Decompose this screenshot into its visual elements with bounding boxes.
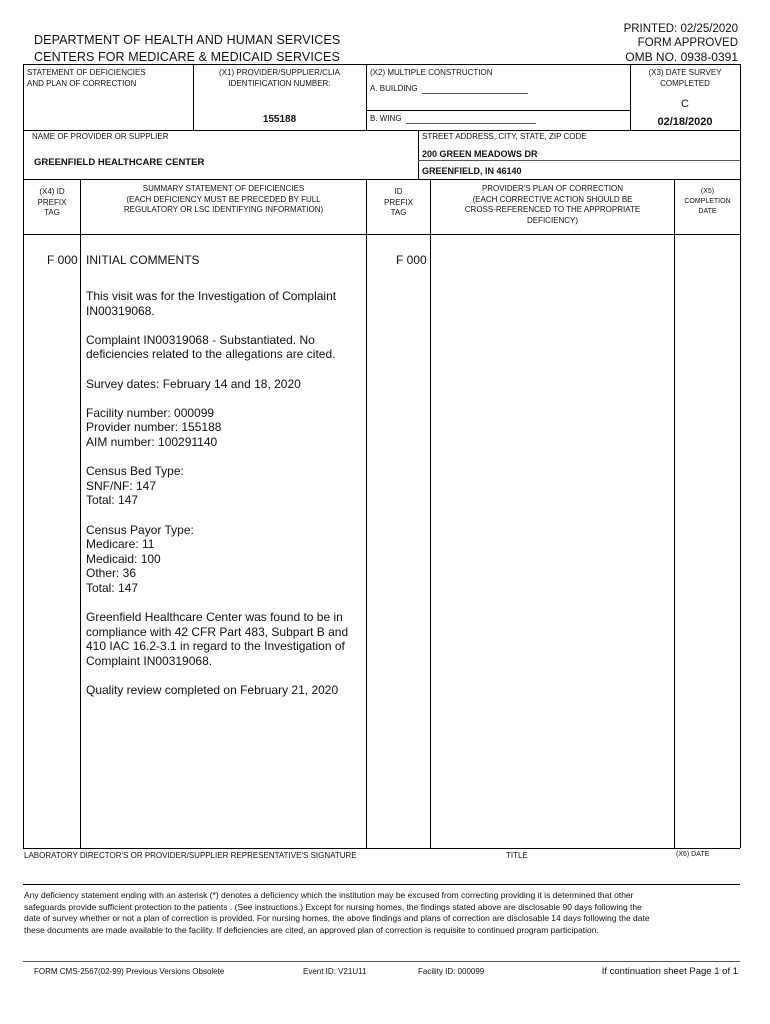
paragraph-5: Census Bed Type: SNF/NF: 147 Total: 147 — [86, 464, 184, 508]
form-approved: FORM APPROVED — [637, 37, 738, 49]
paragraph-1: This visit was for the Investigation of Complaint IN00319068. — [86, 289, 337, 318]
paragraph-7: Greenfield Healthcare Center was found to be in compliance with 42 CFR Part 483, Subpart B and 410 IAC 16.2-3.1 in regard to the Investigation of Complaint IN00319068. — [86, 610, 349, 668]
provider-name: GREENFIELD HEALTHCARE CENTER — [34, 157, 205, 168]
event-id: Event ID: V21U11 — [303, 967, 367, 976]
building-line — [422, 93, 528, 94]
frame-left — [23, 64, 24, 848]
omb-number: OMB NO. 0938-0391 — [625, 50, 738, 64]
wing-line — [406, 123, 536, 124]
paragraph-4: Facility number: 000099 Provider number: 155188 AIM number: 100291140 — [86, 405, 222, 449]
plan-column-header: PROVIDER'S PLAN OF CORRECTION (EACH CORRECTIVE ACTION SHOULD BE CROSS-REFERENCED TO THE APPROPRIATE DEFICIENCY) — [464, 184, 641, 225]
x6-date-label: (X6) DATE — [676, 851, 710, 858]
summary-column-header: SUMMARY STATEMENT OF DEFICIENCIES (EACH DEFICIENCY MUST BE PRECEDED BY FULL REGULATORY OR LSC IDENTIFYING INFORMATION) — [123, 184, 324, 214]
centers-name: CENTERS FOR MEDICARE & MEDICAID SERVICES — [34, 50, 340, 64]
wing-label: B. WING — [370, 114, 402, 123]
paragraph-8: Quality review completed on February 21, 2020 — [86, 683, 339, 698]
tag-left: F 000 — [47, 253, 78, 267]
provider-name-label: NAME OF PROVIDER OR SUPPLIER — [32, 132, 169, 141]
disclaimer-text: Any deficiency statement ending with an asterisk (*) denotes a deficiency which the institution may be excused from correcting providing it is determined that other safeguards provide sufficient protection to the patients . (See instructions.) Except for nursing homes, the findings stated above are disclosable 90 days following the date of survey whether or not a plan of correction is provided. For nursing homes, the above findings and plans of correction are disclosable 14 days following the date these documents are made available to the facility. If deficiencies are cited, an approved plan of correction is requisite to continued program participation. — [24, 890, 650, 935]
continuation-sheet: If continuation sheet Page 1 of 1 — [601, 966, 738, 977]
frame-right — [740, 64, 741, 848]
survey-completed-date: 02/18/2020 — [657, 116, 713, 128]
statement-label: STATEMENT OF DEFICIENCIES AND PLAN OF CORRECTION — [27, 68, 146, 88]
building-label: A. BUILDING — [370, 84, 418, 93]
street-address: 200 GREEN MEADOWS DR — [422, 149, 538, 159]
x5-column-header: (X5) COMPLETION DATE — [684, 188, 731, 215]
entry-title: INITIAL COMMENTS — [86, 253, 200, 267]
x3-label: (X3) DATE SURVEY COMPLETED — [648, 68, 722, 88]
printed-date: PRINTED: 02/25/2020 — [623, 23, 738, 35]
form-number: FORM CMS-2567(02-99) Previous Versions Obsolete — [34, 967, 225, 976]
paragraph-6: Census Payor Type: Medicare: 11 Medicaid: 100 Other: 36 Total: 147 — [86, 522, 194, 595]
paragraph-2: Complaint IN00319068 - Substantiated. No deficiencies related to the allegations are cited. — [86, 332, 336, 362]
id-column-header: ID PREFIX TAG — [384, 187, 413, 217]
facility-id: Facility ID: 000099 — [418, 967, 485, 976]
entry-body — [86, 289, 361, 698]
tag-right: F 000 — [396, 253, 427, 267]
department-name: DEPARTMENT OF HEALTH AND HUMAN SERVICES — [34, 33, 341, 47]
title-label: TITLE — [506, 851, 528, 860]
city-state-zip: GREENFIELD, IN 46140 — [422, 166, 522, 176]
signature-label: LABORATORY DIRECTOR'S OR PROVIDER/SUPPLIER REPRESENTATIVE'S SIGNATURE — [24, 851, 357, 860]
x2-label: (X2) MULTIPLE CONSTRUCTION — [370, 68, 493, 77]
frame-top — [23, 64, 740, 65]
address-label: STREET ADDRESS, CITY, STATE, ZIP CODE — [422, 132, 587, 141]
paragraph-3: Survey dates: February 14 and 18, 2020 — [86, 376, 301, 391]
x1-label: (X1) PROVIDER/SUPPLIER/CLIA IDENTIFICATION NUMBER: — [219, 68, 340, 88]
survey-code: C — [681, 98, 689, 110]
x4-column-header: (X4) ID PREFIX TAG — [37, 187, 67, 217]
provider-id-value: 155188 — [262, 114, 297, 125]
